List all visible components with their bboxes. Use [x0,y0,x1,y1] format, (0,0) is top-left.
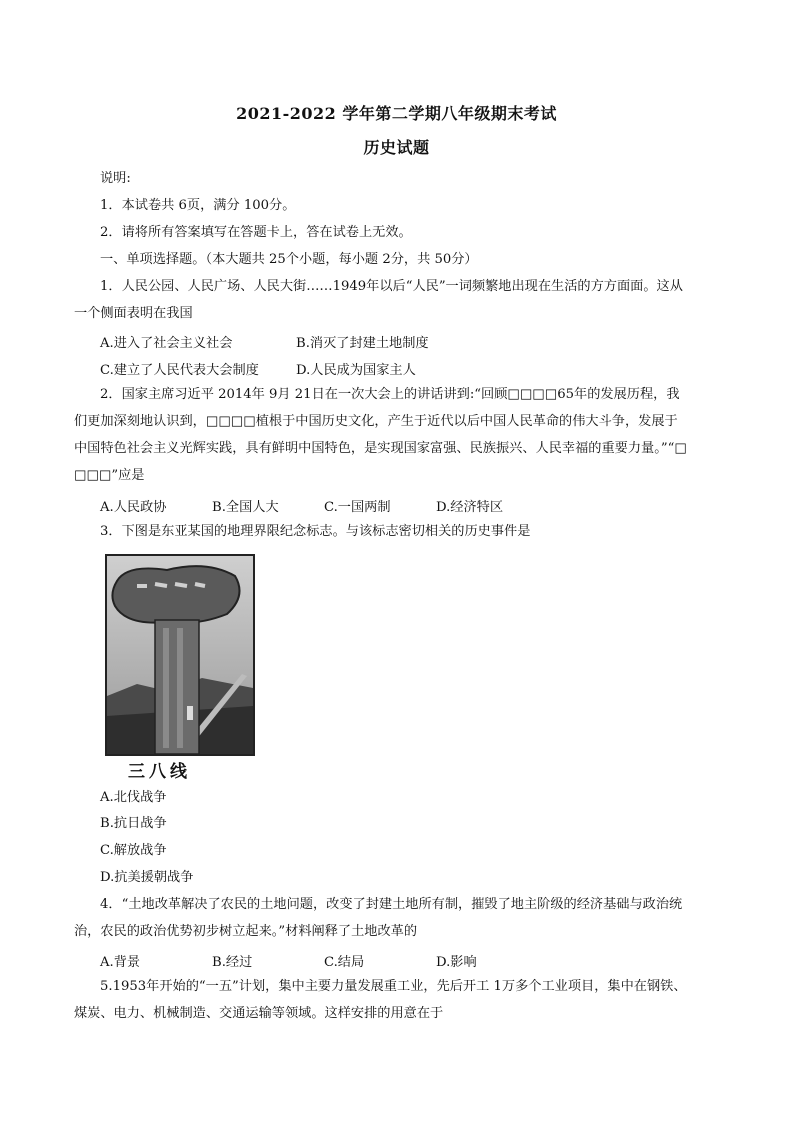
q1-stem-line-1: 1．人民公园、人民广场、人民大街……1949年以后“人民”一词频繁地出现在生活的方方面面。这从 [100,279,683,294]
instruction-item-1: 1．本试卷共 6页，满分 100分。 [100,198,296,213]
boundary-marker-photo [105,554,255,756]
photo-caption: 三八线 [128,762,191,782]
q4-option-b: B.经过 [212,955,253,970]
q3-option-b: B.抗日战争 [100,816,167,831]
q2-option-a: A.人民政协 [100,500,167,515]
section-heading: 一、单项选择题。（本大题共 25个小题，每小题 2分，共 50分） [100,252,478,267]
q1-option-a: A.进入了社会主义社会 [100,336,233,351]
instruction-item-2: 2．请将所有答案填写在答题卡上，答在试卷上无效。 [100,225,412,240]
q1-stem-line-2: 一个侧面表明在我国 [74,306,193,321]
q1-option-b: B.消灭了封建土地制度 [296,336,429,351]
q1-option-d: D.人民成为国家主人 [296,363,416,378]
q3-option-c: C.解放战争 [100,843,167,858]
q2-stem-line-3: 中国特色社会主义光辉实践，具有鲜明中国特色，是实现国家富强、民族振兴、人民幸福的重要力量。”“□ [74,441,687,456]
q2-option-d: D.经济特区 [436,500,504,515]
q2-stem-line-4: □□□”应是 [74,468,145,483]
q4-stem-line-1: 4．“土地改革解决了农民的土地问题，改变了封建土地所有制，摧毁了地主阶级的经济基础与政治统 [100,897,683,912]
q3-option-d: D.抗美援朝战争 [100,870,194,885]
q1-option-c: C.建立了人民代表大会制度 [100,363,259,378]
q4-option-a: A.背景 [100,955,141,970]
instructions-label: 说明: [100,171,131,186]
q4-option-d: D.影响 [436,955,477,970]
boundary-marker-illustration [107,556,253,754]
q3-stem-line-1: 3．下图是东亚某国的地理界限纪念标志。与该标志密切相关的历史事件是 [100,524,531,539]
q2-stem-line-2: 们更加深刻地认识到，□□□□植根于中国历史文化，产生于近代以后中国人民革命的伟大斗争，发展于 [74,414,678,429]
q4-stem-line-2: 治，农民的政治优势初步树立起来。”材料阐释了土地改革的 [74,924,418,939]
q2-option-b: B.全国人大 [212,500,279,515]
subject-title: 历史试题 [363,138,430,157]
exam-title: 2021-2022 学年第二学期八年级期末考试 [236,104,557,123]
q5-stem-line-2: 煤炭、电力、机械制造、交通运输等领域。这样安排的用意在于 [74,1006,444,1021]
q2-option-c: C.一国两制 [324,500,391,515]
q4-option-c: C.结局 [324,955,365,970]
q3-option-a: A.北伐战争 [100,790,167,805]
q2-stem-line-1: 2．国家主席习近平 2014年 9月 21日在一次大会上的讲话讲到:“回顾□□□□65年的发展历程，我 [100,387,680,402]
q5-stem-line-1: 5.1953年开始的“一五”计划，集中主要力量发展重工业，先后开工 1万多个工业项目，集中在钢铁、 [100,979,687,994]
